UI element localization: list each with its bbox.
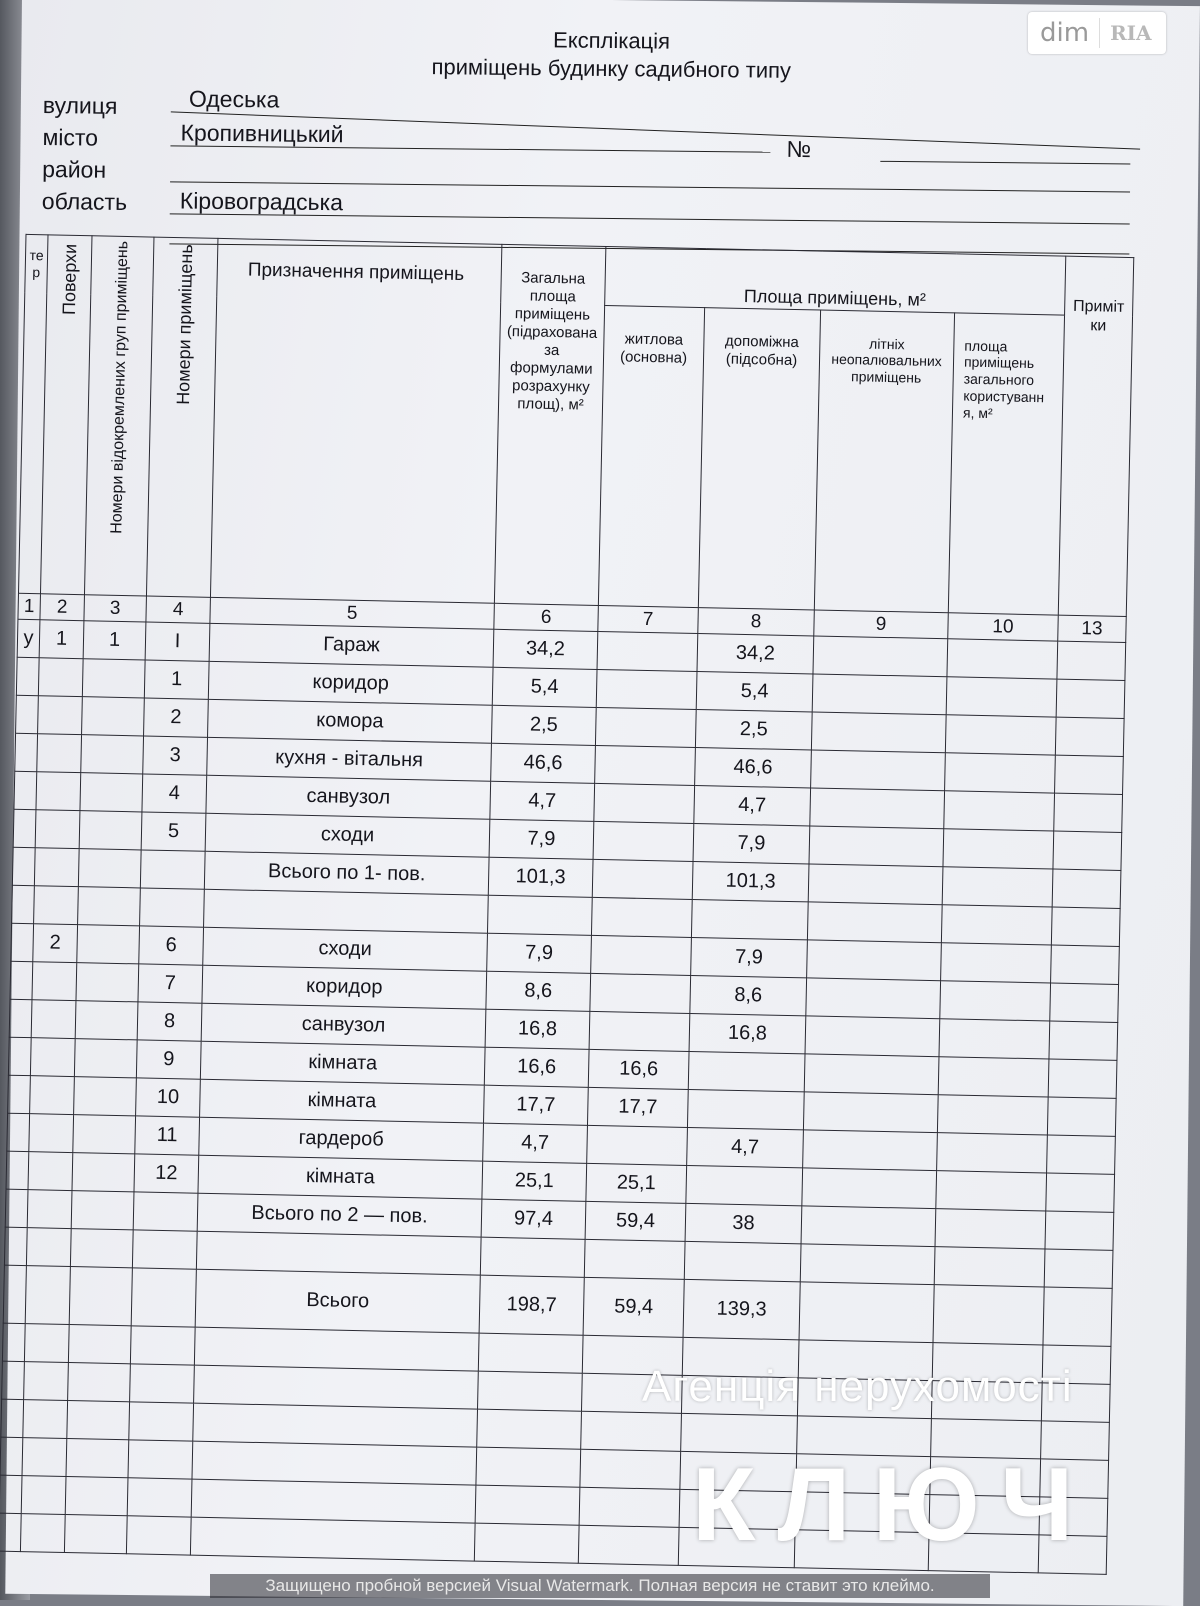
cell-total-area xyxy=(487,895,592,935)
cell-letter xyxy=(6,1151,29,1189)
cell-summer-area xyxy=(803,1091,938,1132)
label-street: вулиця xyxy=(42,92,118,119)
cell-living-area xyxy=(580,1449,681,1489)
cell-living-area xyxy=(592,859,693,899)
cell-common-area xyxy=(940,980,1051,1020)
cell-living-area: 25,1 xyxy=(586,1163,687,1203)
cell-auxiliary-area: 4,7 xyxy=(694,785,811,825)
col-number: 8 xyxy=(698,607,815,635)
cell-purpose: коридор xyxy=(202,965,487,1009)
cell-letter xyxy=(10,961,33,999)
cell-group xyxy=(72,1152,135,1191)
cell-living-area: 59,4 xyxy=(585,1201,686,1241)
cell-letter xyxy=(16,657,39,695)
cell-notes xyxy=(1047,1135,1116,1174)
header-total-area: Загальна площа приміщень (підрахована за формулами розрахунку площ), м² xyxy=(494,244,605,605)
cell-auxiliary-area: 4,7 xyxy=(687,1127,804,1167)
cell-summer-area xyxy=(807,902,942,943)
cell-group xyxy=(80,772,143,811)
col-number: 7 xyxy=(598,605,699,633)
cell-purpose: кухня - вітальня xyxy=(207,737,492,781)
cell-floor: 1 xyxy=(39,619,84,658)
cell-living-area: 17,7 xyxy=(587,1087,688,1127)
agency-watermark-logo: КЛЮЧ xyxy=(692,1447,1096,1563)
cell-notes xyxy=(1048,1059,1117,1098)
cell-common-area xyxy=(942,866,1053,906)
cell-group xyxy=(64,1514,127,1553)
doc-subtitle: приміщень будинку садибного типу xyxy=(431,54,792,83)
cell-living-area: 16,6 xyxy=(588,1049,689,1089)
cell-auxiliary-area: 2,5 xyxy=(695,709,812,749)
cell-group xyxy=(77,924,140,963)
cell-total-area: 8,6 xyxy=(486,971,591,1011)
cell-room-number xyxy=(130,1363,195,1402)
region-underline xyxy=(170,213,1130,224)
cell-room-number: 3 xyxy=(143,736,208,775)
cell-floor xyxy=(24,1361,69,1400)
trial-watermark-footer: Защищено пробной версией Visual Watermark. Полная версия не ставит это клеймо. xyxy=(210,1574,990,1598)
cell-total-area: 7,9 xyxy=(489,819,594,859)
cell-living-area: 59,4 xyxy=(583,1277,684,1337)
col-number: 1 xyxy=(18,593,41,619)
cell-group xyxy=(74,1038,137,1077)
cell-letter xyxy=(0,1437,23,1475)
cell-group xyxy=(68,1362,131,1401)
cell-common-area xyxy=(935,1208,1046,1248)
header-group xyxy=(84,236,153,596)
cell-summer-area xyxy=(802,1167,937,1208)
cell-room-number: 9 xyxy=(136,1039,201,1078)
cell-purpose xyxy=(196,1231,481,1275)
cell-total-area xyxy=(477,1409,582,1449)
cell-group xyxy=(66,1438,129,1477)
number-underline xyxy=(880,161,1130,165)
cell-living-area xyxy=(584,1239,685,1279)
cell-floor xyxy=(20,1513,65,1552)
col-number: 6 xyxy=(494,603,599,631)
cell-summer-area xyxy=(813,636,948,677)
cell-notes xyxy=(1049,1021,1118,1060)
cell-summer-area xyxy=(811,712,946,753)
cell-purpose: кімната xyxy=(200,1079,485,1123)
cell-floor xyxy=(34,847,79,886)
cell-group xyxy=(82,658,145,697)
cell-purpose: кімната xyxy=(198,1155,483,1199)
header-notes: Приміт ки xyxy=(1058,256,1133,616)
cell-notes xyxy=(1057,641,1126,680)
cell-living-area xyxy=(594,783,695,823)
cell-letter xyxy=(1,1399,24,1437)
label-city: місто xyxy=(42,124,99,151)
cell-common-area xyxy=(941,904,1052,944)
cell-summer-area xyxy=(809,826,944,867)
cell-letter: у xyxy=(17,619,40,657)
cell-auxiliary-area: 139,3 xyxy=(683,1279,800,1339)
cell-room-number xyxy=(127,1477,192,1516)
cell-letter xyxy=(7,1113,30,1151)
cell-auxiliary-area: 5,4 xyxy=(696,671,813,711)
cell-common-area xyxy=(938,1056,1049,1096)
cell-group xyxy=(81,734,144,773)
cell-room-number: 7 xyxy=(138,964,203,1003)
cell-total-area: 4,7 xyxy=(490,781,595,821)
number-label: № xyxy=(786,135,812,163)
badge-ria-logo: RIA xyxy=(1110,21,1152,45)
cell-room-number: 2 xyxy=(144,698,209,737)
cell-floor xyxy=(26,1227,71,1266)
cell-auxiliary-area xyxy=(686,1165,803,1205)
header-floor xyxy=(40,235,92,594)
cell-summer-area xyxy=(810,788,945,829)
cell-letter xyxy=(9,999,32,1037)
cell-auxiliary-area xyxy=(691,899,808,939)
cell-room-number xyxy=(140,888,205,927)
cell-purpose xyxy=(192,1441,477,1485)
cell-floor xyxy=(32,961,77,1000)
cell-total-area: 4,7 xyxy=(483,1123,588,1163)
cell-living-area xyxy=(595,745,696,785)
cell-group xyxy=(78,886,141,925)
cell-auxiliary-area: 46,6 xyxy=(695,747,812,787)
cell-room-number xyxy=(128,1439,193,1478)
cell-notes xyxy=(1050,983,1119,1022)
cell-summer-area xyxy=(799,1281,934,1342)
cell-living-area xyxy=(593,821,694,861)
cell-auxiliary-area xyxy=(688,1051,805,1091)
cell-common-area xyxy=(945,714,1056,754)
cell-total-area: 16,6 xyxy=(484,1047,589,1087)
cell-purpose xyxy=(193,1403,478,1447)
cell-letter xyxy=(4,1227,27,1265)
header-auxiliary: допоміжна (підсобна) xyxy=(698,307,820,609)
cell-floor xyxy=(30,1037,75,1076)
cell-notes xyxy=(1046,1173,1115,1212)
cell-summer-area xyxy=(808,864,943,905)
cell-room-number xyxy=(126,1515,191,1554)
cell-group xyxy=(67,1400,130,1439)
cell-room-number: 12 xyxy=(134,1153,199,1192)
cell-living-area xyxy=(591,935,692,975)
cell-auxiliary-area xyxy=(684,1241,801,1281)
col-number: 10 xyxy=(948,612,1059,640)
cell-summer-area xyxy=(811,750,946,791)
cell-common-area xyxy=(933,1284,1044,1344)
cell-living-area xyxy=(578,1525,679,1565)
cell-letter xyxy=(13,809,36,847)
cell-living-area xyxy=(587,1125,688,1165)
cell-purpose: санвузол xyxy=(201,1003,486,1047)
cell-room-number xyxy=(132,1229,197,1268)
cell-purpose xyxy=(204,889,489,933)
cell-common-area xyxy=(934,1246,1045,1286)
table-body xyxy=(0,619,1126,1574)
cell-notes xyxy=(1044,1249,1113,1288)
region-value: Кіровоградська xyxy=(179,187,344,216)
cell-living-area xyxy=(579,1487,680,1527)
cell-letter xyxy=(12,847,35,885)
cell-purpose: Всього по 1- пов. xyxy=(204,851,489,895)
cell-living-area xyxy=(591,897,692,937)
cell-living-area xyxy=(581,1411,682,1451)
cell-total-area: 34,2 xyxy=(493,629,598,669)
cell-notes xyxy=(1054,793,1123,832)
cell-purpose xyxy=(194,1365,479,1409)
cell-purpose: Гараж xyxy=(209,623,494,667)
cell-total-area: 16,8 xyxy=(485,1009,590,1049)
cell-floor xyxy=(23,1399,68,1438)
cell-floor xyxy=(30,1075,75,1114)
cell-room-number: І xyxy=(145,622,210,661)
cell-room-number xyxy=(131,1267,196,1326)
cell-common-area xyxy=(939,1018,1050,1058)
cell-total-area: 2,5 xyxy=(491,705,596,745)
cell-common-area xyxy=(941,942,1052,982)
cell-total-area xyxy=(478,1333,583,1373)
cell-letter xyxy=(15,733,38,771)
cell-total-area: 17,7 xyxy=(484,1085,589,1125)
cell-room-number: 6 xyxy=(139,926,204,965)
cell-purpose: коридор xyxy=(208,661,493,705)
col-number: 9 xyxy=(814,610,949,639)
agency-watermark-line1: Агенція нерухомості xyxy=(642,1362,1073,1411)
header-summer: літніх неопалювальних приміщень xyxy=(814,310,954,613)
cell-summer-area xyxy=(812,674,947,715)
header-purpose: Призначення приміщень xyxy=(210,238,501,602)
cell-room-number xyxy=(129,1401,194,1440)
cell-group xyxy=(82,696,145,735)
col-number: 2 xyxy=(40,593,85,620)
cell-purpose xyxy=(191,1479,476,1523)
cell-floor xyxy=(38,657,83,696)
cell-letter xyxy=(3,1265,26,1323)
cell-letter xyxy=(2,1323,25,1361)
cell-purpose: санвузол xyxy=(206,775,491,819)
col-number: 4 xyxy=(146,596,211,623)
cell-notes xyxy=(1052,869,1121,908)
cell-total-area: 101,3 xyxy=(488,857,593,897)
city-value: Кропивницький xyxy=(180,119,344,148)
header-living: житлова (основна) xyxy=(598,305,704,607)
cell-auxiliary-area: 16,8 xyxy=(689,1013,806,1053)
cell-group xyxy=(69,1266,132,1325)
cell-floor xyxy=(36,771,81,810)
cell-total-area: 7,9 xyxy=(487,933,592,973)
cell-total-area: 97,4 xyxy=(481,1199,586,1239)
header-group-text: Номери відокремлених груп приміщень xyxy=(107,240,131,534)
cell-common-area xyxy=(947,638,1058,678)
cell-floor xyxy=(38,695,83,734)
cell-floor xyxy=(31,999,76,1038)
header-area-group: Площа приміщень, м² xyxy=(605,247,1066,315)
street-value: Одеська xyxy=(188,85,280,113)
cell-common-area xyxy=(945,752,1056,792)
cell-letter xyxy=(0,1513,21,1551)
cell-floor xyxy=(27,1189,72,1228)
cell-letter xyxy=(14,771,37,809)
doc-title: Експлікація xyxy=(552,27,671,54)
cell-group xyxy=(71,1190,134,1229)
cell-purpose: сходи xyxy=(203,927,488,971)
cell-letter xyxy=(0,1475,22,1513)
cell-auxiliary-area: 7,9 xyxy=(691,937,808,977)
cell-common-area xyxy=(943,828,1054,868)
cell-summer-area xyxy=(804,1053,939,1094)
header-room-number-text: Номери приміщень xyxy=(172,244,196,406)
cell-total-area: 5,4 xyxy=(492,667,597,707)
cell-floor xyxy=(37,733,82,772)
col-number: 3 xyxy=(84,594,147,621)
cell-purpose: кімната xyxy=(200,1041,485,1085)
cell-letter xyxy=(12,885,35,923)
cell-purpose: сходи xyxy=(205,813,490,857)
cell-notes xyxy=(1045,1211,1114,1250)
cell-letter xyxy=(2,1361,25,1399)
cell-group xyxy=(78,848,141,887)
cell-common-area xyxy=(946,676,1057,716)
cell-purpose xyxy=(194,1327,479,1371)
cell-living-area xyxy=(596,669,697,709)
cell-room-number xyxy=(140,850,205,889)
cell-purpose: Всього по 2 — пов. xyxy=(197,1193,482,1237)
cell-group xyxy=(75,1000,138,1039)
cell-common-area xyxy=(944,790,1055,830)
cell-floor xyxy=(25,1265,70,1324)
cell-summer-area xyxy=(806,977,941,1018)
header-floor-text: Поверхи xyxy=(58,243,80,316)
cell-room-number: 4 xyxy=(142,774,207,813)
label-district: район xyxy=(42,156,107,183)
cell-group: 1 xyxy=(83,620,146,659)
cell-floor xyxy=(28,1151,73,1190)
cell-common-area xyxy=(937,1132,1048,1172)
header-room-number xyxy=(146,237,217,597)
cell-total-area: 46,6 xyxy=(491,743,596,783)
cell-common-area xyxy=(936,1170,1047,1210)
cell-room-number xyxy=(130,1325,195,1364)
cell-purpose: комора xyxy=(208,699,493,743)
cell-letter xyxy=(5,1189,28,1227)
cell-living-area xyxy=(597,631,698,671)
cell-summer-area xyxy=(805,1015,940,1056)
cell-letter xyxy=(8,1075,31,1113)
cell-group xyxy=(79,810,142,849)
cell-auxiliary-area: 101,3 xyxy=(692,861,809,901)
header-common: площа приміщень загального користуванн я, м² xyxy=(948,312,1064,614)
cell-room-number xyxy=(133,1191,198,1230)
cell-room-number: 10 xyxy=(136,1077,201,1116)
cell-purpose: Всього xyxy=(195,1269,480,1333)
cell-living-area xyxy=(595,707,696,747)
cell-total-area xyxy=(480,1237,585,1277)
cell-total-area xyxy=(475,1485,580,1525)
cell-auxiliary-area: 8,6 xyxy=(690,975,807,1015)
cell-living-area xyxy=(589,1011,690,1051)
cell-floor xyxy=(34,885,79,924)
cell-total-area xyxy=(474,1523,579,1563)
col-number: 13 xyxy=(1058,615,1127,642)
cell-group xyxy=(74,1076,137,1115)
cell-room-number: 11 xyxy=(135,1115,200,1154)
cell-group xyxy=(68,1324,131,1363)
cell-common-area xyxy=(937,1094,1048,1134)
cell-floor xyxy=(22,1437,67,1476)
cell-total-area xyxy=(478,1371,583,1411)
cell-notes xyxy=(1051,945,1120,984)
cell-purpose xyxy=(190,1517,475,1561)
city-underline xyxy=(170,145,770,152)
cell-notes xyxy=(1043,1287,1112,1346)
cell-notes xyxy=(1047,1097,1116,1136)
cell-total-area xyxy=(476,1447,581,1487)
cell-notes xyxy=(1053,831,1122,870)
cell-floor xyxy=(21,1475,66,1514)
cell-auxiliary-area: 38 xyxy=(685,1203,802,1243)
cell-total-area: 198,7 xyxy=(479,1275,584,1335)
cell-summer-area xyxy=(803,1129,938,1170)
cell-notes xyxy=(1055,717,1124,756)
label-region: область xyxy=(41,188,128,215)
cell-floor xyxy=(29,1113,74,1152)
cell-notes xyxy=(1051,907,1120,946)
header-letter: те р xyxy=(18,234,48,593)
cell-summer-area xyxy=(807,940,942,981)
cell-summer-area xyxy=(801,1205,936,1246)
cell-letter xyxy=(8,1037,31,1075)
cell-purpose: гардероб xyxy=(199,1117,484,1161)
cell-group xyxy=(65,1476,128,1515)
cell-room-number: 8 xyxy=(137,1001,202,1040)
cell-auxiliary-area: 7,9 xyxy=(693,823,810,863)
dim-ria-badge xyxy=(1028,12,1166,54)
cell-letter xyxy=(16,695,39,733)
cell-notes xyxy=(1056,679,1125,718)
cell-floor: 2 xyxy=(33,923,78,962)
cell-floor xyxy=(24,1323,69,1362)
cell-room-number: 5 xyxy=(141,812,206,851)
cell-group xyxy=(73,1114,136,1153)
cell-notes xyxy=(1055,755,1124,794)
col-number: 5 xyxy=(210,597,494,629)
cell-group xyxy=(70,1228,133,1267)
cell-group xyxy=(76,962,139,1001)
cell-living-area xyxy=(590,973,691,1013)
cell-letter xyxy=(11,923,34,961)
badge-dim-text: dim xyxy=(1028,18,1100,48)
cell-auxiliary-area xyxy=(687,1089,804,1129)
cell-summer-area xyxy=(800,1243,935,1284)
cell-total-area: 25,1 xyxy=(482,1161,587,1201)
cell-room-number: 1 xyxy=(144,660,209,699)
cell-floor xyxy=(35,809,80,848)
cell-auxiliary-area: 34,2 xyxy=(697,633,814,673)
